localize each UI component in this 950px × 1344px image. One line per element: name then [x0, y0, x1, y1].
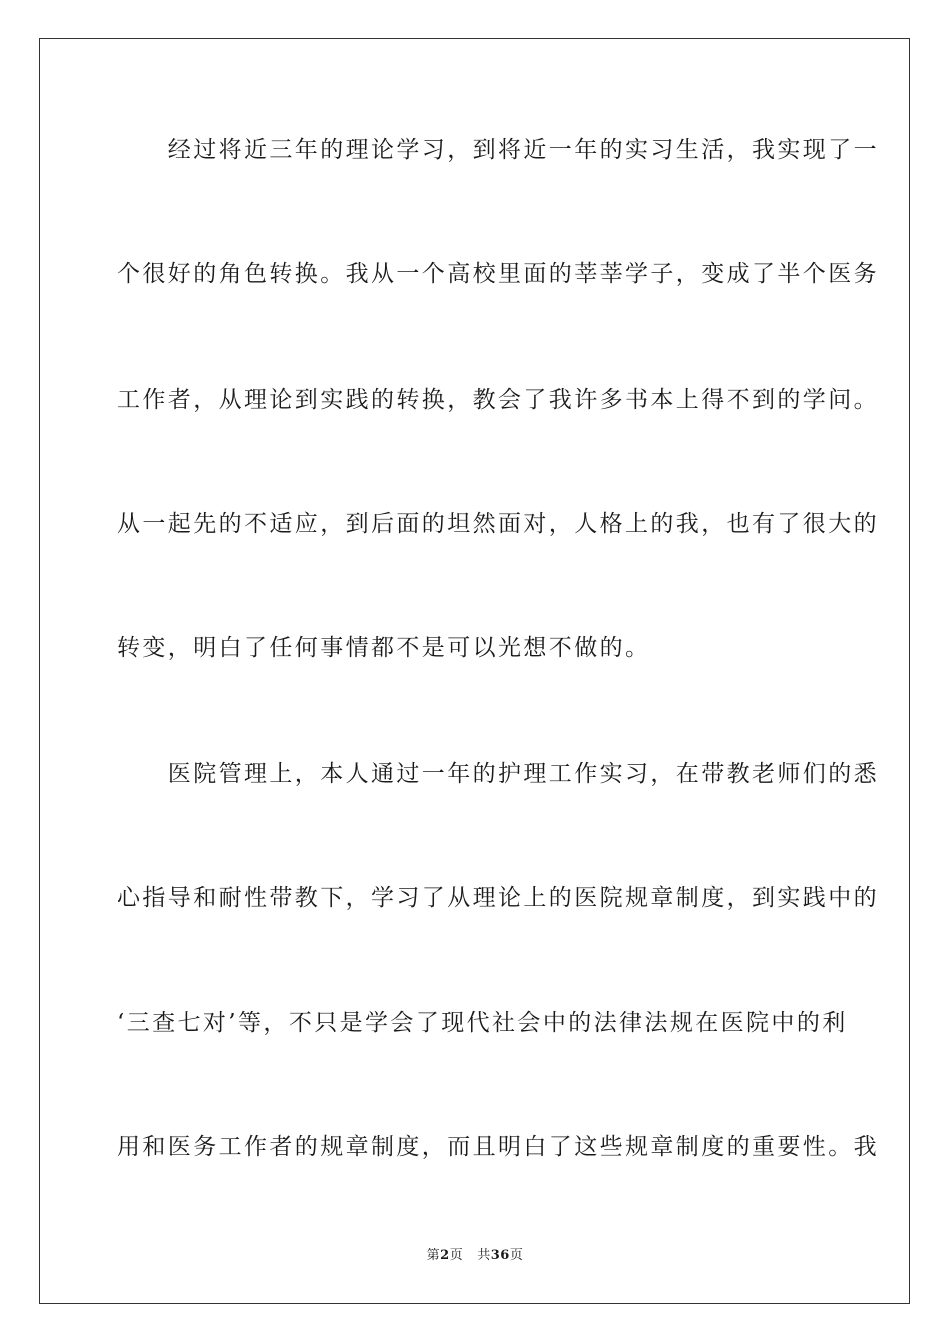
text-line: 个很好的角色转换。我从一个高校里面的莘莘学子，变成了半个医务 [117, 261, 879, 287]
text-line: ‘三查七对’等，不只是学会了现代社会中的法律法规在医院中的利 [117, 1010, 848, 1036]
text-line: 工作者，从理论到实践的转换，教会了我许多书本上得不到的学问。 [117, 387, 879, 413]
text-line: 转变，明白了任何事情都不是可以光想不做的。 [117, 635, 651, 661]
text-line: 从一起先的不适应，到后面的坦然面对，人格上的我，也有了很大的 [117, 511, 879, 537]
text-line: 医院管理上，本人通过一年的护理工作实习，在带教老师们的悉 [117, 761, 879, 787]
page-number: 2 [440, 1248, 450, 1263]
page-footer [0, 1247, 950, 1265]
page-prefix: 第 [426, 1248, 441, 1263]
total-prefix: 共 [477, 1248, 491, 1263]
text-line: 用和医务工作者的规章制度，而且明白了这些规章制度的重要性。我 [117, 1134, 879, 1160]
page-total: 36 [490, 1248, 510, 1263]
page-suffix: 页 [449, 1248, 464, 1263]
page-border [39, 38, 910, 1304]
total-suffix: 页 [509, 1248, 524, 1263]
text-line: 心指导和耐性带教下，学习了从理论上的医院规章制度，到实践中的 [117, 885, 879, 911]
text-line: 经过将近三年的理论学习，到将近一年的实习生活，我实现了一 [117, 137, 879, 163]
